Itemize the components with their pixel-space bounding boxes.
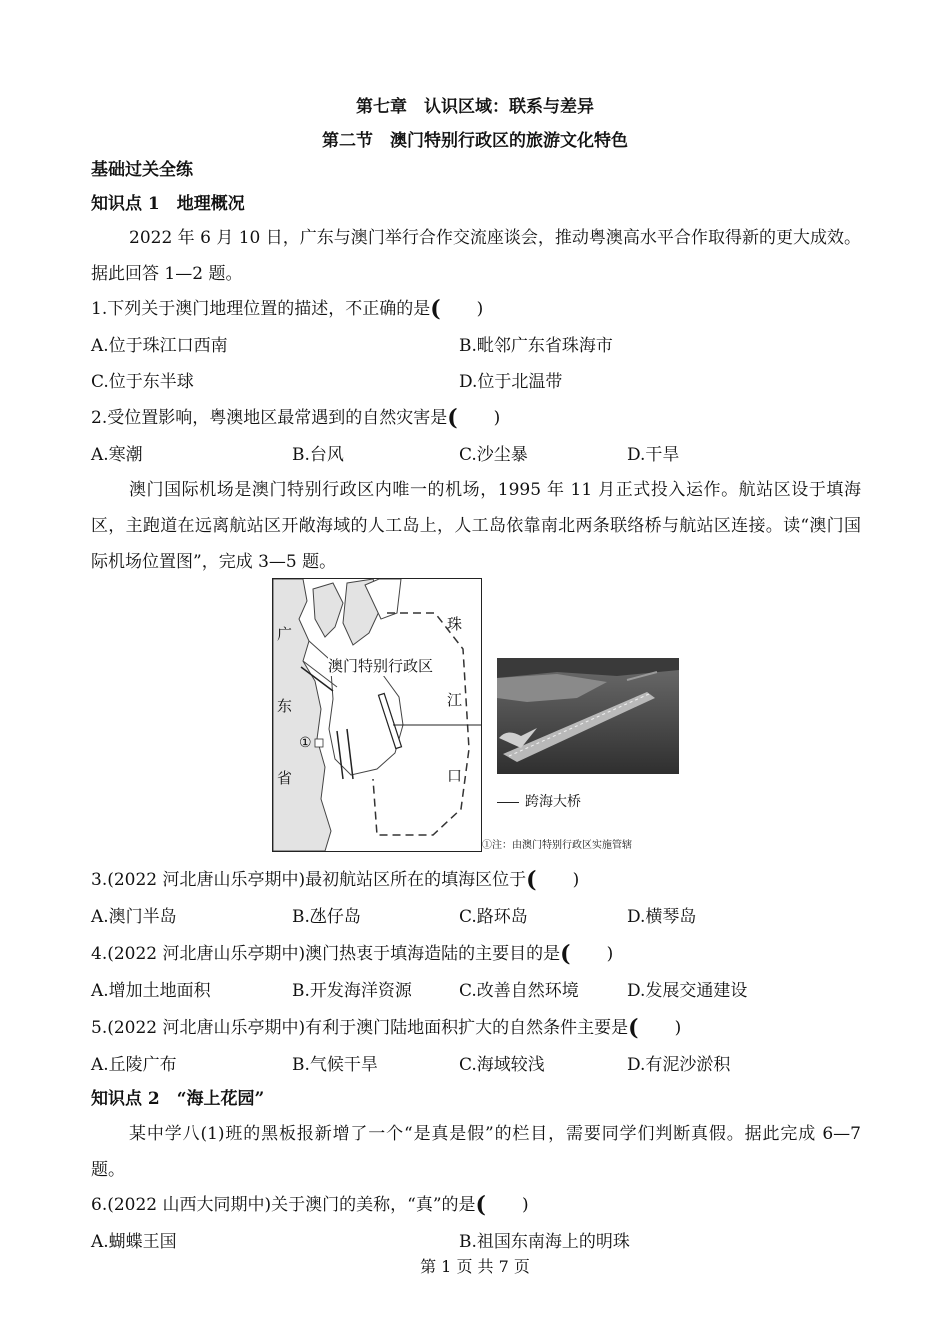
intro-paragraph-3: 某中学八(1)班的黑板报新增了一个“是真是假”的栏目，需要同学们判断真假。据此完成 6—7 题。	[91, 1124, 861, 1180]
q4-option-d: D.发展交通建设	[627, 981, 748, 1001]
paren-open: (	[560, 941, 571, 967]
question-4	[91, 942, 861, 966]
question-5-stem: 5.(2022 河北唐山乐亭期中)有利于澳门陆地面积扩大的自然条件主要是	[91, 1018, 629, 1038]
q4-option-c: C.改善自然环境	[459, 981, 579, 1001]
question-2	[91, 406, 861, 430]
q2-option-a: A.寒潮	[91, 445, 143, 465]
question-1-stem: 1.下列关于澳门地理位置的描述，不正确的是	[91, 299, 431, 319]
paren-close: )	[493, 408, 501, 428]
q3-option-a: A.澳门半岛	[91, 907, 177, 927]
q2-option-d: D.干旱	[627, 445, 680, 465]
q3-option-d: D.横琴岛	[627, 907, 697, 927]
paren-open: (	[475, 1192, 486, 1218]
macau-airport-map	[272, 578, 482, 852]
q5-option-c: C.海域较浅	[459, 1055, 545, 1075]
map-label-sheng: 省	[277, 769, 293, 787]
map-label-zhu: 珠	[447, 615, 463, 633]
q6-option-b: B.祖国东南海上的明珠	[459, 1232, 630, 1252]
map-legend	[497, 791, 581, 811]
paren-open: (	[526, 867, 537, 893]
paren-close: )	[521, 1195, 529, 1215]
knowledge-point-1: 知识点 1 地理概况	[91, 194, 245, 214]
question-2-stem: 2.受位置影响，粤澳地区最常遇到的自然灾害是	[91, 408, 448, 428]
question-3-stem: 3.(2022 河北唐山乐亭期中)最初航站区所在的填海区位于	[91, 870, 527, 890]
question-6	[91, 1193, 861, 1217]
q6-option-a: A.蝴蝶王国	[91, 1232, 177, 1252]
map-label-guang: 广	[277, 625, 293, 643]
q5-option-a: A.丘陵广布	[91, 1055, 177, 1075]
q1-option-c: C.位于东半球	[91, 372, 194, 392]
q1-option-d: D.位于北温带	[459, 372, 563, 392]
paren-close: )	[606, 944, 614, 964]
map-note: ①注：由澳门特别行政区实施管辖	[482, 840, 632, 851]
intro-paragraph-1: 2022 年 6 月 10 日，广东与澳门举行合作交流座谈会，推动粤澳高水平合作取得新的更大成效。据此回答 1—2 题。	[91, 228, 861, 284]
question-5	[91, 1016, 861, 1040]
map-label-marker: ①	[299, 735, 312, 751]
paren-open: (	[628, 1015, 639, 1041]
question-4-stem: 4.(2022 河北唐山乐亭期中)澳门热衷于填海造陆的主要目的是	[91, 944, 561, 964]
q5-option-d: D.有泥沙淤积	[627, 1055, 731, 1075]
page-footer: 第 1 页 共 7 页	[420, 1257, 530, 1276]
legend-bridge-label: 跨海大桥	[525, 794, 581, 810]
map-label-macau-sar: 澳门特别行政区	[328, 657, 434, 675]
map-label-kou: 口	[447, 767, 463, 785]
intro-paragraph-2: 澳门国际机场是澳门特别行政区内唯一的机场，1995 年 11 月正式投入运作。航站区设于填海区，主跑道在远离航站区开敞海域的人工岛上，人工岛依靠南北两条联络桥与航站区连接。读“澳门国际机场位置图”，完成 3—5 题。	[91, 480, 861, 572]
q2-option-c: C.沙尘暴	[459, 445, 528, 465]
airport-photo	[497, 658, 679, 774]
question-6-stem: 6.(2022 山西大同期中)关于澳门的美称，“真”的是	[91, 1195, 476, 1215]
q4-option-a: A.增加土地面积	[91, 981, 211, 1001]
q2-option-b: B.台风	[292, 445, 344, 465]
paren-open: (	[430, 296, 441, 322]
q1-option-b: B.毗邻广东省珠海市	[459, 336, 613, 356]
q3-option-c: C.路环岛	[459, 907, 528, 927]
q5-option-b: B.气候干旱	[292, 1055, 378, 1075]
map-label-dong: 东	[277, 697, 293, 715]
practice-title: 基础过关全练	[91, 160, 193, 180]
paren-close: )	[572, 870, 580, 890]
paren-open: (	[447, 405, 458, 431]
chapter-title: 第七章 认识区域：联系与差异	[356, 97, 594, 117]
question-3	[91, 868, 861, 892]
knowledge-point-2: 知识点 2 “海上花园”	[91, 1089, 265, 1109]
question-1	[91, 297, 861, 321]
q4-option-b: B.开发海洋资源	[292, 981, 412, 1001]
section-title: 第二节 澳门特别行政区的旅游文化特色	[322, 131, 628, 151]
paren-close: )	[674, 1018, 682, 1038]
q1-option-a: A.位于珠江口西南	[91, 336, 228, 356]
legend-line-icon	[497, 802, 519, 803]
q3-option-b: B.氹仔岛	[292, 907, 361, 927]
paren-close: )	[476, 299, 484, 319]
map-label-jiang: 江	[447, 691, 463, 709]
